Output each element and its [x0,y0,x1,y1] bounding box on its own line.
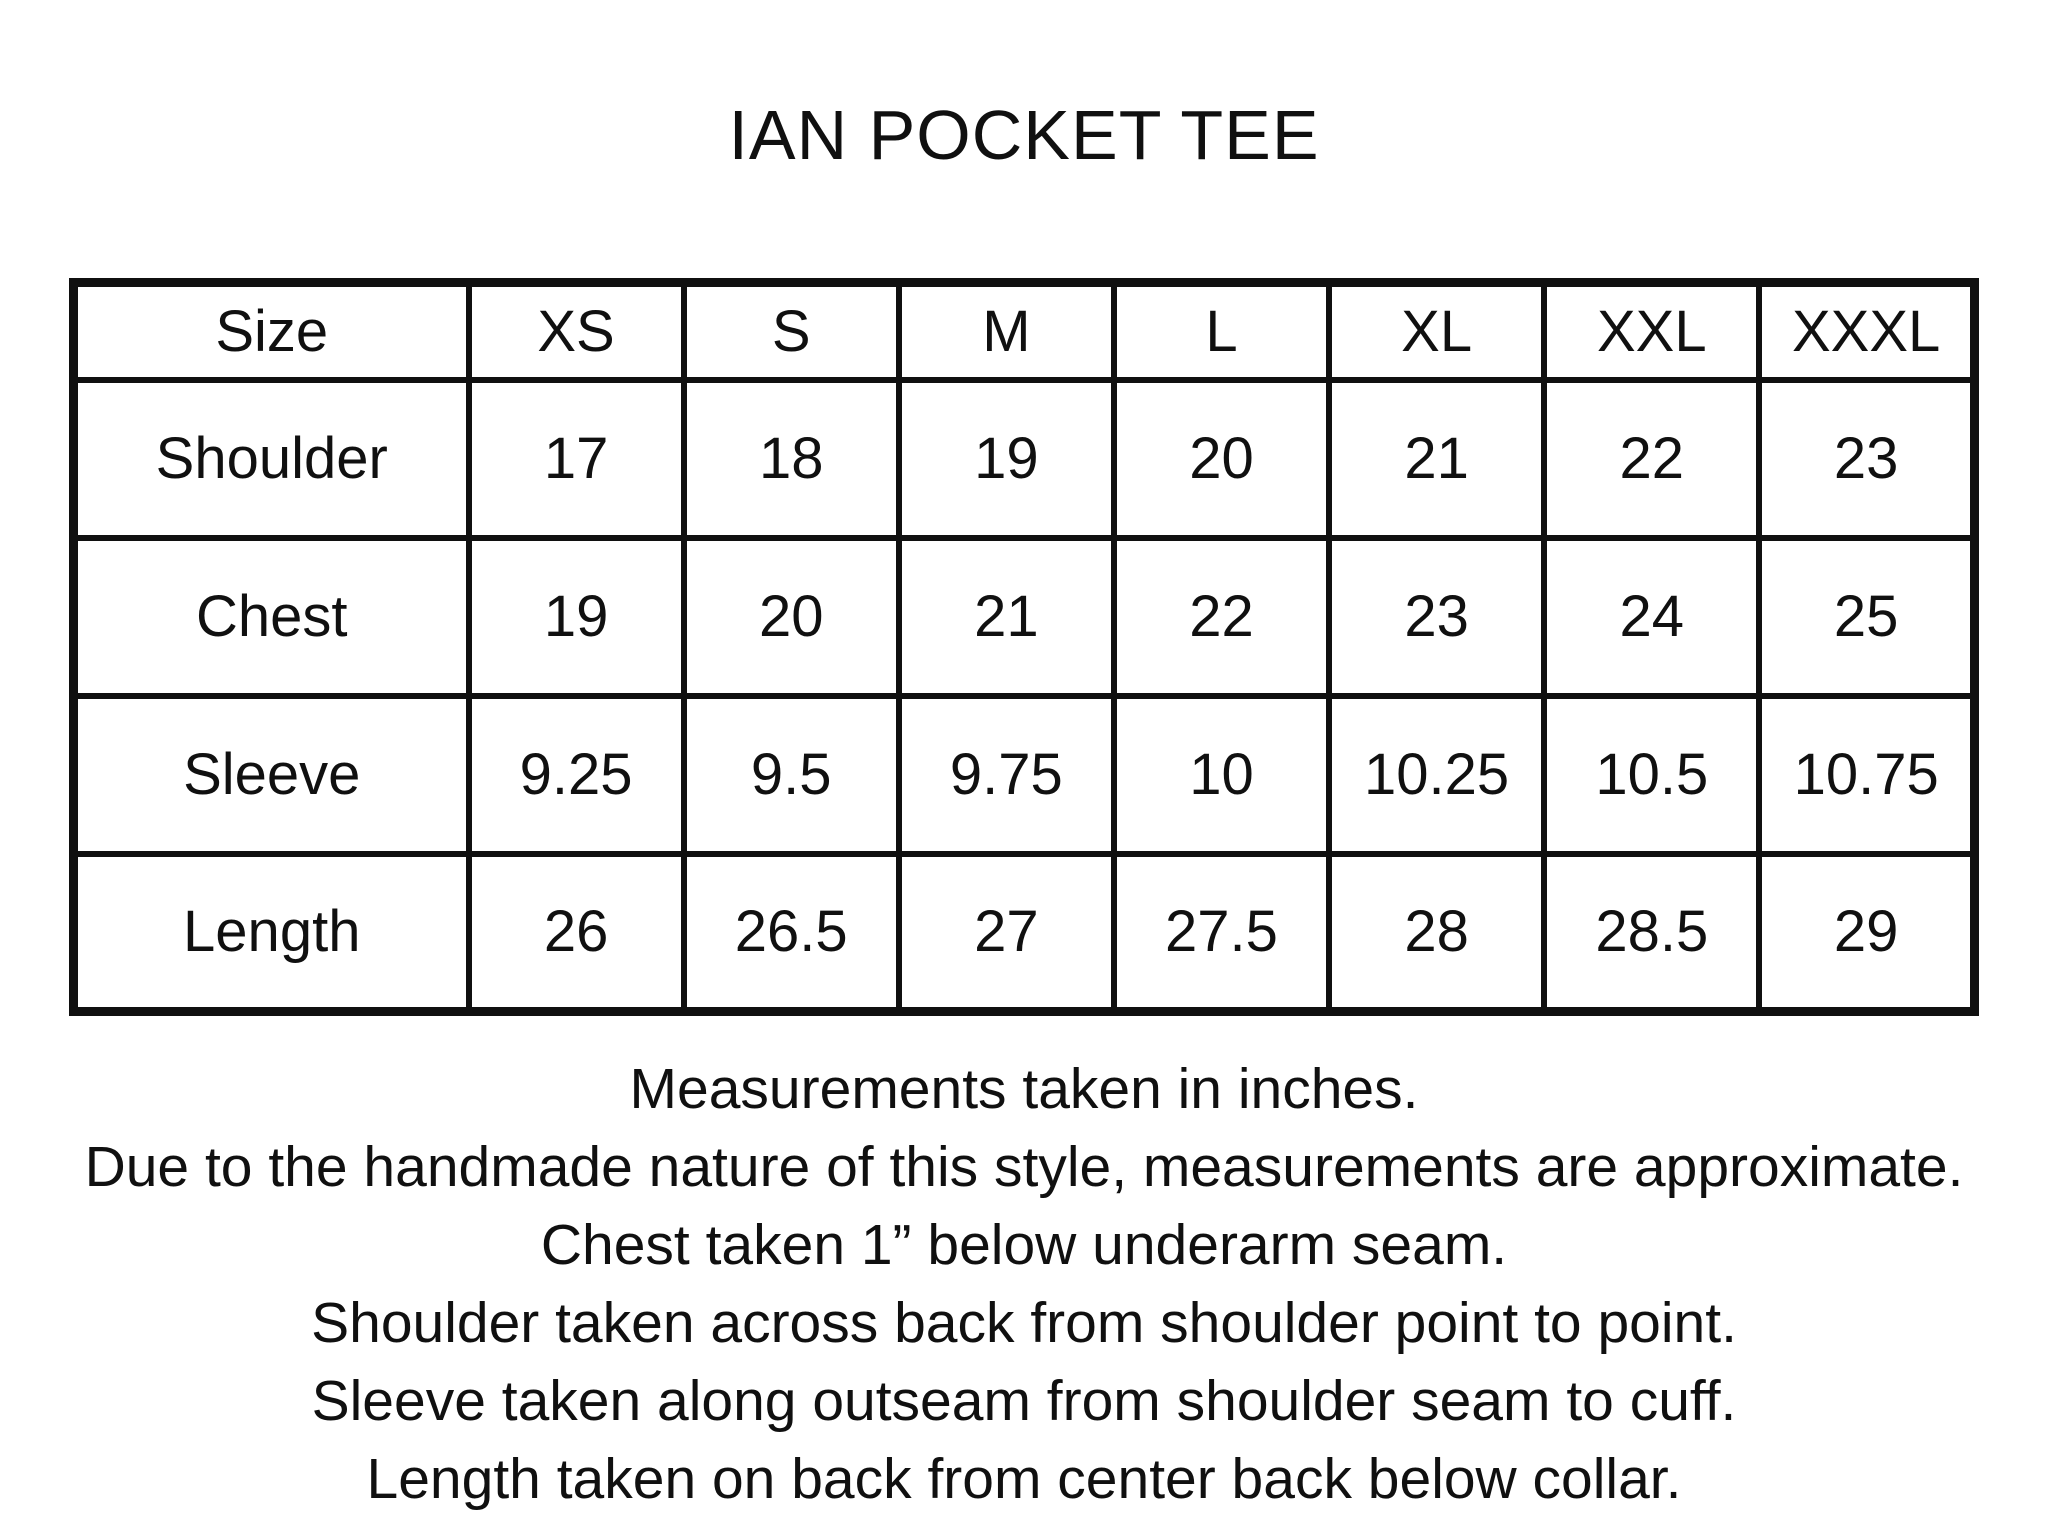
page-title: IAN POCKET TEE [728,96,1320,174]
table-row-sleeve [74,696,1975,854]
cell-sleeve-xs: 9.25 [469,696,684,854]
row-label-length: Length [74,854,469,1012]
header-cell-xl: XL [1329,283,1544,380]
cell-chest-s: 20 [684,538,899,696]
cell-chest-xxxl: 25 [1759,538,1974,696]
cell-chest-xs: 19 [469,538,684,696]
note-shoulder: Shoulder taken across back from shoulder point to point. [311,1291,1737,1355]
header-cell-m: M [899,283,1114,380]
cell-sleeve-xxxl: 10.75 [1759,696,1974,854]
cell-chest-l: 22 [1114,538,1329,696]
cell-shoulder-l: 20 [1114,380,1329,538]
size-chart-table [69,278,1979,1016]
note-length: Length taken on back from center back below collar. [366,1447,1682,1511]
header-cell-size: Size [74,283,469,380]
note-sleeve: Sleeve taken along outseam from shoulder seam to cuff. [311,1369,1737,1433]
cell-shoulder-xxl: 22 [1544,380,1759,538]
note-chest: Chest taken 1” below underarm seam. [540,1213,1508,1277]
cell-length-m: 27 [899,854,1114,1012]
header-cell-l: L [1114,283,1329,380]
cell-length-xl: 28 [1329,854,1544,1012]
cell-chest-m: 21 [899,538,1114,696]
note-handmade: Due to the handmade nature of this style, measurements are approximate. [84,1135,1964,1199]
header-cell-xxxl: XXXL [1759,283,1974,380]
cell-shoulder-m: 19 [899,380,1114,538]
table-row-length [74,854,1975,1012]
cell-sleeve-xl: 10.25 [1329,696,1544,854]
cell-sleeve-m: 9.75 [899,696,1114,854]
header-cell-xs: XS [469,283,684,380]
row-label-shoulder: Shoulder [74,380,469,538]
cell-length-xxxl: 29 [1759,854,1974,1012]
header-cell-xxl: XXL [1544,283,1759,380]
note-units: Measurements taken in inches. [629,1057,1419,1121]
measurement-notes [0,1050,2048,1518]
cell-sleeve-l: 10 [1114,696,1329,854]
cell-shoulder-s: 18 [684,380,899,538]
table-row-chest [74,538,1975,696]
cell-sleeve-s: 9.5 [684,696,899,854]
cell-shoulder-xs: 17 [469,380,684,538]
row-label-sleeve: Sleeve [74,696,469,854]
cell-shoulder-xl: 21 [1329,380,1544,538]
cell-chest-xxl: 24 [1544,538,1759,696]
header-cell-s: S [684,283,899,380]
row-label-chest: Chest [74,538,469,696]
cell-length-l: 27.5 [1114,854,1329,1012]
size-chart-header-row [74,283,1975,380]
cell-shoulder-xxxl: 23 [1759,380,1974,538]
cell-length-xs: 26 [469,854,684,1012]
table-row-shoulder [74,380,1975,538]
cell-chest-xl: 23 [1329,538,1544,696]
cell-sleeve-xxl: 10.5 [1544,696,1759,854]
cell-length-s: 26.5 [684,854,899,1012]
cell-length-xxl: 28.5 [1544,854,1759,1012]
